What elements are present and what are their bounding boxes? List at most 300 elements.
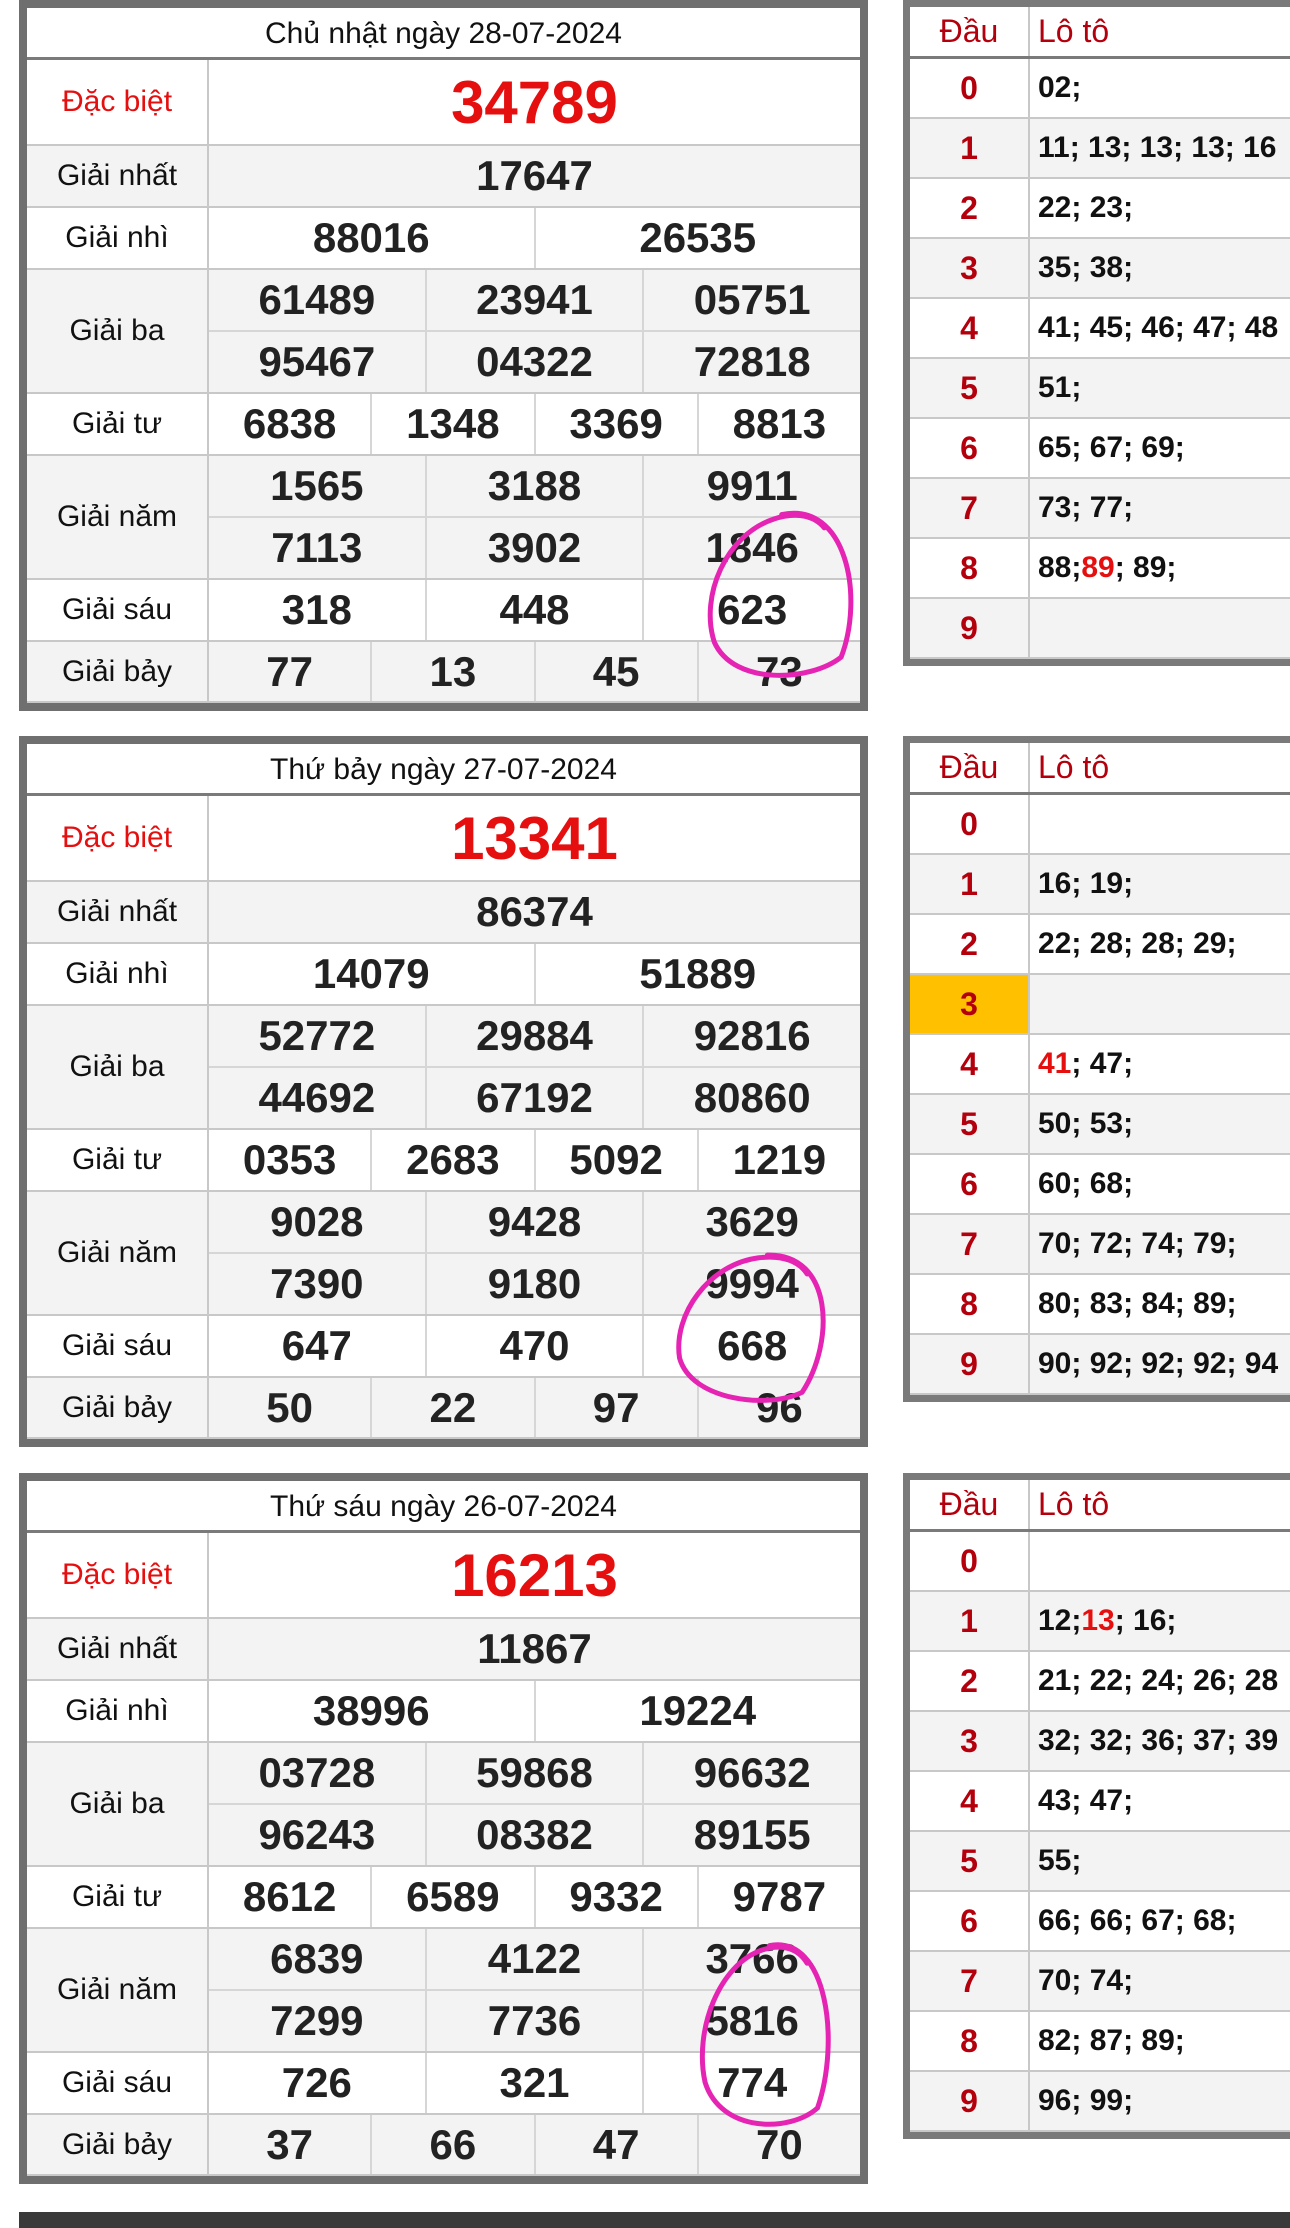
dau-header: Đầu bbox=[910, 1480, 1030, 1529]
loto-numbers bbox=[1030, 795, 1290, 853]
loto-numbers bbox=[1030, 1832, 1290, 1890]
loto-head-digit: 6 bbox=[910, 1155, 1030, 1213]
special-prize-number: 13341 bbox=[451, 804, 618, 872]
loto-number-text: 96; 99; bbox=[1038, 2084, 1134, 2117]
prize-number: 47 bbox=[534, 2115, 697, 2174]
prize-number: 72818 bbox=[642, 332, 860, 392]
prize-row-giai-sau bbox=[27, 1316, 860, 1378]
prize-number: 95467 bbox=[258, 338, 376, 385]
prize-values bbox=[209, 1867, 860, 1927]
loto-row bbox=[910, 1035, 1290, 1095]
prize-line bbox=[209, 146, 860, 206]
prize-line bbox=[209, 1130, 860, 1190]
prize-number: 8813 bbox=[697, 394, 860, 454]
loto-table bbox=[903, 736, 1290, 1402]
prize-line bbox=[209, 1006, 860, 1066]
prize-number: 9028 bbox=[270, 1198, 364, 1245]
loto-number-text: 70; 74; bbox=[1038, 1964, 1134, 1997]
prize-number: 19224 bbox=[534, 1681, 861, 1741]
prize-label: Giải nhì bbox=[27, 1681, 209, 1741]
loto-head-digit: 0 bbox=[910, 1532, 1030, 1590]
prize-label: Đặc biệt bbox=[27, 796, 209, 880]
loto-number-text: 22; 23; bbox=[1038, 191, 1134, 224]
prize-line bbox=[209, 1252, 860, 1314]
loto-row bbox=[910, 1532, 1290, 1592]
prize-number: 774 bbox=[642, 2053, 860, 2113]
loto-head-digit: 5 bbox=[910, 359, 1030, 417]
prize-number: 8612 bbox=[242, 1873, 337, 1920]
prize-values bbox=[209, 1533, 860, 1617]
loto-row bbox=[910, 359, 1290, 419]
loto-row bbox=[910, 1215, 1290, 1275]
loto-numbers bbox=[1030, 299, 1290, 357]
prize-number: 77 bbox=[266, 647, 313, 695]
loto-numbers bbox=[1030, 479, 1290, 537]
prize-line bbox=[209, 1192, 860, 1252]
loto-head-digit: 8 bbox=[910, 539, 1030, 597]
prize-line bbox=[209, 330, 860, 392]
prize-line bbox=[209, 60, 860, 144]
prize-label: Giải nhì bbox=[27, 944, 209, 1004]
loto-head-digit: 2 bbox=[910, 915, 1030, 973]
prize-row-giai-ba bbox=[27, 1743, 860, 1867]
loto-head-digit: 9 bbox=[910, 2072, 1030, 2130]
loto-table bbox=[903, 1473, 1290, 2139]
loto-numbers bbox=[1030, 419, 1290, 477]
loto-numbers bbox=[1030, 855, 1290, 913]
prize-label: Giải nhất bbox=[27, 1619, 209, 1679]
loto-number-text: ; 16; bbox=[1114, 1604, 1177, 1637]
prize-number: 11867 bbox=[477, 1625, 592, 1672]
loto-number-text: 16; 19; bbox=[1038, 867, 1134, 900]
loto-numbers bbox=[1030, 1155, 1290, 1213]
prize-line bbox=[209, 642, 860, 701]
loto-numbers bbox=[1030, 2012, 1290, 2070]
prize-number: 7113 bbox=[271, 524, 363, 571]
loto-numbers bbox=[1030, 119, 1290, 177]
loto-row bbox=[910, 855, 1290, 915]
prize-line bbox=[209, 2053, 860, 2113]
prize-number: 61489 bbox=[258, 276, 376, 323]
prize-number: 96 bbox=[697, 1378, 860, 1437]
loto-number-text: 21; 22; 24; 26; 28 bbox=[1038, 1664, 1279, 1697]
loto-row bbox=[910, 599, 1290, 659]
loto-head-digit: 4 bbox=[910, 1035, 1030, 1093]
loto-number-text: 88; bbox=[1038, 551, 1082, 584]
prize-number: 80860 bbox=[642, 1068, 860, 1128]
prize-line bbox=[209, 1066, 860, 1128]
prize-row-dac-biet bbox=[27, 796, 860, 882]
loto-row bbox=[910, 795, 1290, 855]
prize-number: 9994 bbox=[642, 1254, 860, 1314]
prize-number: 6589 bbox=[370, 1867, 533, 1927]
loto-head-digit: 3 bbox=[910, 239, 1030, 297]
prize-label: Giải nhì bbox=[27, 208, 209, 268]
prize-label: Giải bảy bbox=[27, 1378, 209, 1437]
prize-number: 9428 bbox=[425, 1192, 643, 1252]
loto-number-text: 70; 72; 74; 79; bbox=[1038, 1227, 1237, 1260]
loto-number-text: 90; 92; 92; 92; 94 bbox=[1038, 1347, 1279, 1380]
prize-values bbox=[209, 642, 860, 701]
loto-number-text: 11; 13; 13; 13; 16 bbox=[1038, 131, 1277, 164]
prize-number: 23941 bbox=[425, 270, 643, 330]
loto-number-text: 22; 28; 28; 29; bbox=[1038, 927, 1237, 960]
prize-number: 9911 bbox=[642, 456, 860, 516]
loto-row bbox=[910, 1095, 1290, 1155]
draw-date: Chủ nhật ngày 28-07-2024 bbox=[27, 8, 860, 60]
prize-number: 1219 bbox=[697, 1130, 860, 1190]
loto-head-digit: 2 bbox=[910, 179, 1030, 237]
results-table bbox=[19, 0, 868, 711]
loto-number-text: ; 47; bbox=[1071, 1047, 1134, 1080]
draw-date: Thứ bảy ngày 27-07-2024 bbox=[27, 744, 860, 796]
loto-numbers bbox=[1030, 1652, 1290, 1710]
loto-number-text: 32; 32; 36; 37; 39 bbox=[1038, 1724, 1279, 1757]
prize-values bbox=[209, 208, 860, 268]
loto-numbers bbox=[1030, 2072, 1290, 2130]
prize-values bbox=[209, 394, 860, 454]
loto-number-text: 80; 83; 84; 89; bbox=[1038, 1287, 1237, 1320]
prize-number: 448 bbox=[425, 580, 643, 640]
prize-number: 1846 bbox=[642, 518, 860, 578]
prize-line bbox=[209, 580, 860, 640]
prize-row-giai-ba bbox=[27, 270, 860, 394]
prize-row-giai-nam bbox=[27, 456, 860, 580]
prize-number: 1565 bbox=[270, 462, 364, 509]
loto-numbers bbox=[1030, 1532, 1290, 1590]
loto-numbers bbox=[1030, 539, 1290, 597]
prize-row-giai-tu bbox=[27, 394, 860, 456]
prize-number: 03728 bbox=[258, 1749, 376, 1796]
loto-row bbox=[910, 299, 1290, 359]
prize-label: Giải bảy bbox=[27, 2115, 209, 2174]
prize-line bbox=[209, 1929, 860, 1989]
prize-number: 7736 bbox=[425, 1991, 643, 2051]
prize-row-giai-bay bbox=[27, 2115, 860, 2176]
prize-number: 3766 bbox=[642, 1929, 860, 1989]
prize-row-giai-nhi bbox=[27, 944, 860, 1006]
prize-label: Giải sáu bbox=[27, 2053, 209, 2113]
prize-number: 45 bbox=[534, 642, 697, 701]
loto-numbers bbox=[1030, 975, 1290, 1033]
prize-number: 73 bbox=[697, 642, 860, 701]
prize-number: 29884 bbox=[425, 1006, 643, 1066]
prize-label: Giải nhất bbox=[27, 146, 209, 206]
prize-number: 38996 bbox=[312, 1687, 430, 1734]
prize-number: 50 bbox=[266, 1383, 313, 1431]
loto-numbers bbox=[1030, 239, 1290, 297]
prize-number: 321 bbox=[425, 2053, 643, 2113]
prize-number: 9332 bbox=[534, 1867, 697, 1927]
prize-line bbox=[209, 1316, 860, 1376]
loto-row bbox=[910, 1275, 1290, 1335]
prize-number: 59868 bbox=[425, 1743, 643, 1803]
loto-head-digit: 7 bbox=[910, 1215, 1030, 1273]
prize-line bbox=[209, 394, 860, 454]
prize-label: Giải tư bbox=[27, 1867, 209, 1927]
loto-row bbox=[910, 1592, 1290, 1652]
loto-row bbox=[910, 239, 1290, 299]
loto-number-text: 02; bbox=[1038, 71, 1082, 104]
prize-values bbox=[209, 60, 860, 144]
prize-row-giai-sau bbox=[27, 2053, 860, 2115]
prize-row-dac-biet bbox=[27, 1533, 860, 1619]
prize-line bbox=[209, 1743, 860, 1803]
loto-number-text: 73; 77; bbox=[1038, 491, 1134, 524]
loto-head-digit: 6 bbox=[910, 1892, 1030, 1950]
loto-numbers bbox=[1030, 179, 1290, 237]
results-table bbox=[19, 736, 868, 1447]
prize-label: Đặc biệt bbox=[27, 60, 209, 144]
loto-numbers bbox=[1030, 1952, 1290, 2010]
prize-number: 3188 bbox=[425, 456, 643, 516]
prize-label: Đặc biệt bbox=[27, 1533, 209, 1617]
prize-number: 6838 bbox=[242, 400, 337, 447]
prize-line bbox=[209, 1378, 860, 1437]
loto-row bbox=[910, 59, 1290, 119]
prize-row-giai-nhat bbox=[27, 146, 860, 208]
prize-row-giai-ba bbox=[27, 1006, 860, 1130]
prize-number: 7390 bbox=[270, 1260, 364, 1307]
loto-number-text: 12; bbox=[1038, 1604, 1082, 1637]
prize-values bbox=[209, 2053, 860, 2113]
prize-line bbox=[209, 944, 860, 1004]
prize-label: Giải năm bbox=[27, 1192, 209, 1314]
loto-head-digit: 7 bbox=[910, 1952, 1030, 2010]
loto-head-digit: 0 bbox=[910, 795, 1030, 853]
prize-number: 89155 bbox=[642, 1805, 860, 1865]
loto-row bbox=[910, 479, 1290, 539]
prize-number: 2683 bbox=[370, 1130, 533, 1190]
prize-number: 05751 bbox=[642, 270, 860, 330]
prize-label: Giải bảy bbox=[27, 642, 209, 701]
prize-number: 470 bbox=[425, 1316, 643, 1376]
loto-numbers bbox=[1030, 1275, 1290, 1333]
loto-table bbox=[903, 0, 1290, 666]
loto-head-digit: 7 bbox=[910, 479, 1030, 537]
prize-line bbox=[209, 796, 860, 880]
loto-number-text: 41; 45; 46; 47; 48 bbox=[1038, 311, 1279, 344]
prize-values bbox=[209, 2115, 860, 2174]
prize-number: 96632 bbox=[642, 1743, 860, 1803]
loto-row bbox=[910, 1832, 1290, 1892]
prize-number: 6839 bbox=[270, 1935, 364, 1982]
prize-number: 5092 bbox=[534, 1130, 697, 1190]
prize-values bbox=[209, 1743, 860, 1865]
prize-number: 08382 bbox=[425, 1805, 643, 1865]
loto-row bbox=[910, 1335, 1290, 1395]
prize-line bbox=[209, 2115, 860, 2174]
loto-row bbox=[910, 1892, 1290, 1952]
prize-row-giai-nhat bbox=[27, 1619, 860, 1681]
loto-numbers bbox=[1030, 1335, 1290, 1393]
prize-line bbox=[209, 1803, 860, 1865]
prize-number: 726 bbox=[281, 2059, 352, 2106]
loto-head-digit: 0 bbox=[910, 59, 1030, 117]
prize-number: 3369 bbox=[534, 394, 697, 454]
prize-values bbox=[209, 944, 860, 1004]
prize-label: Giải ba bbox=[27, 1006, 209, 1128]
loto-numbers bbox=[1030, 1892, 1290, 1950]
prize-number: 7299 bbox=[270, 1997, 364, 2044]
prize-values bbox=[209, 1192, 860, 1314]
prize-number: 5816 bbox=[642, 1991, 860, 2051]
prize-label: Giải tư bbox=[27, 1130, 209, 1190]
loto-numbers bbox=[1030, 599, 1290, 657]
prize-number: 9787 bbox=[697, 1867, 860, 1927]
prize-number: 3902 bbox=[425, 518, 643, 578]
loto-number-text: 51; bbox=[1038, 371, 1082, 404]
loto-head-digit: 1 bbox=[910, 855, 1030, 913]
prize-line bbox=[209, 1681, 860, 1741]
loto-header-label: Lô tô bbox=[1038, 1486, 1110, 1522]
prize-label: Giải nhất bbox=[27, 882, 209, 942]
loto-numbers bbox=[1030, 1592, 1290, 1650]
prize-line bbox=[209, 882, 860, 942]
prize-values bbox=[209, 1619, 860, 1679]
loto-number-special: 89 bbox=[1081, 551, 1115, 584]
prize-values bbox=[209, 882, 860, 942]
loto-number-special: 13 bbox=[1081, 1604, 1115, 1637]
loto-row bbox=[910, 1712, 1290, 1772]
prize-number: 0353 bbox=[242, 1136, 337, 1183]
prize-row-giai-tu bbox=[27, 1867, 860, 1929]
prize-number: 668 bbox=[642, 1316, 860, 1376]
loto-head-digit: 6 bbox=[910, 419, 1030, 477]
prize-values bbox=[209, 1378, 860, 1437]
prize-number: 17647 bbox=[476, 152, 593, 199]
prize-line bbox=[209, 1533, 860, 1617]
loto-row bbox=[910, 1155, 1290, 1215]
prize-line bbox=[209, 208, 860, 268]
prize-row-giai-nhat bbox=[27, 882, 860, 944]
dau-header: Đầu bbox=[910, 743, 1030, 792]
loto-row bbox=[910, 975, 1290, 1035]
prize-number: 13 bbox=[370, 642, 533, 701]
prize-values bbox=[209, 1316, 860, 1376]
prize-number: 92816 bbox=[642, 1006, 860, 1066]
prize-number: 22 bbox=[370, 1378, 533, 1437]
prize-number: 70 bbox=[697, 2115, 860, 2174]
prize-number: 04322 bbox=[425, 332, 643, 392]
prize-label: Giải năm bbox=[27, 1929, 209, 2051]
loto-number-text: 55; bbox=[1038, 1844, 1082, 1877]
prize-number: 67192 bbox=[425, 1068, 643, 1128]
prize-values bbox=[209, 1130, 860, 1190]
loto-row bbox=[910, 915, 1290, 975]
loto-number-text: ; 89; bbox=[1114, 551, 1177, 584]
prize-label: Giải năm bbox=[27, 456, 209, 578]
prize-label: Giải tư bbox=[27, 394, 209, 454]
prize-number: 1348 bbox=[370, 394, 533, 454]
prize-number: 14079 bbox=[312, 950, 430, 997]
loto-row bbox=[910, 539, 1290, 599]
prize-label: Giải sáu bbox=[27, 580, 209, 640]
prize-number: 86374 bbox=[476, 888, 593, 935]
loto-number-text: 65; 67; 69; bbox=[1038, 431, 1185, 464]
loto-number-text: 82; 87; 89; bbox=[1038, 2024, 1185, 2057]
loto-head-digit: 8 bbox=[910, 1275, 1030, 1333]
prize-number: 647 bbox=[281, 1322, 352, 1369]
loto-head-digit: 5 bbox=[910, 1832, 1030, 1890]
loto-row bbox=[910, 1952, 1290, 2012]
loto-head-digit: 5 bbox=[910, 1095, 1030, 1153]
prize-label: Giải ba bbox=[27, 1743, 209, 1865]
loto-row bbox=[910, 2012, 1290, 2072]
loto-head-digit: 3 bbox=[910, 1712, 1030, 1770]
prize-line bbox=[209, 1867, 860, 1927]
prize-number: 3629 bbox=[642, 1192, 860, 1252]
draw-date: Thứ sáu ngày 26-07-2024 bbox=[27, 1481, 860, 1533]
prize-row-giai-bay bbox=[27, 642, 860, 703]
loto-numbers bbox=[1030, 1035, 1290, 1093]
prize-number: 44692 bbox=[258, 1074, 376, 1121]
prize-number: 96243 bbox=[258, 1811, 376, 1858]
loto-head-digit: 1 bbox=[910, 119, 1030, 177]
loto-row bbox=[910, 1652, 1290, 1712]
loto-head-digit: 1 bbox=[910, 1592, 1030, 1650]
prize-number: 9180 bbox=[425, 1254, 643, 1314]
prize-line bbox=[209, 1619, 860, 1679]
prize-row-giai-nam bbox=[27, 1192, 860, 1316]
loto-number-text: 50; 53; bbox=[1038, 1107, 1134, 1140]
prize-number: 4122 bbox=[425, 1929, 643, 1989]
prize-values bbox=[209, 146, 860, 206]
loto-head-digit: 9 bbox=[910, 599, 1030, 657]
loto-row bbox=[910, 2072, 1290, 2132]
prize-number: 51889 bbox=[534, 944, 861, 1004]
prize-row-giai-nam bbox=[27, 1929, 860, 2053]
loto-head-digit: 9 bbox=[910, 1335, 1030, 1393]
results-table bbox=[19, 1473, 868, 2184]
loto-number-special: 41 bbox=[1038, 1047, 1072, 1080]
loto-number-text: 43; 47; bbox=[1038, 1784, 1134, 1817]
prize-number: 66 bbox=[370, 2115, 533, 2174]
prize-number: 37 bbox=[266, 2120, 313, 2168]
prize-values bbox=[209, 1681, 860, 1741]
prize-row-giai-sau bbox=[27, 580, 860, 642]
loto-header bbox=[910, 7, 1290, 59]
prize-number: 97 bbox=[534, 1378, 697, 1437]
prize-number: 318 bbox=[281, 586, 352, 633]
prize-number: 52772 bbox=[258, 1012, 376, 1059]
prize-number: 623 bbox=[642, 580, 860, 640]
loto-row bbox=[910, 179, 1290, 239]
prize-values bbox=[209, 580, 860, 640]
loto-head-digit: 4 bbox=[910, 1772, 1030, 1830]
loto-number-text: 35; 38; bbox=[1038, 251, 1134, 284]
prize-label: Giải ba bbox=[27, 270, 209, 392]
loto-row bbox=[910, 419, 1290, 479]
dau-header: Đầu bbox=[910, 7, 1030, 56]
loto-header bbox=[910, 743, 1290, 795]
loto-row bbox=[910, 1772, 1290, 1832]
loto-numbers bbox=[1030, 1215, 1290, 1273]
prize-line bbox=[209, 456, 860, 516]
prize-values bbox=[209, 1006, 860, 1128]
loto-numbers bbox=[1030, 1095, 1290, 1153]
loto-head-digit: 2 bbox=[910, 1652, 1030, 1710]
bottom-divider bbox=[19, 2212, 1290, 2228]
prize-number: 88016 bbox=[312, 214, 430, 261]
prize-row-giai-nhi bbox=[27, 208, 860, 270]
prize-line bbox=[209, 270, 860, 330]
prize-values bbox=[209, 270, 860, 392]
prize-row-giai-tu bbox=[27, 1130, 860, 1192]
loto-number-text: 60; 68; bbox=[1038, 1167, 1134, 1200]
loto-header-label: Lô tô bbox=[1038, 749, 1110, 785]
loto-header-label: Lô tô bbox=[1038, 13, 1110, 49]
